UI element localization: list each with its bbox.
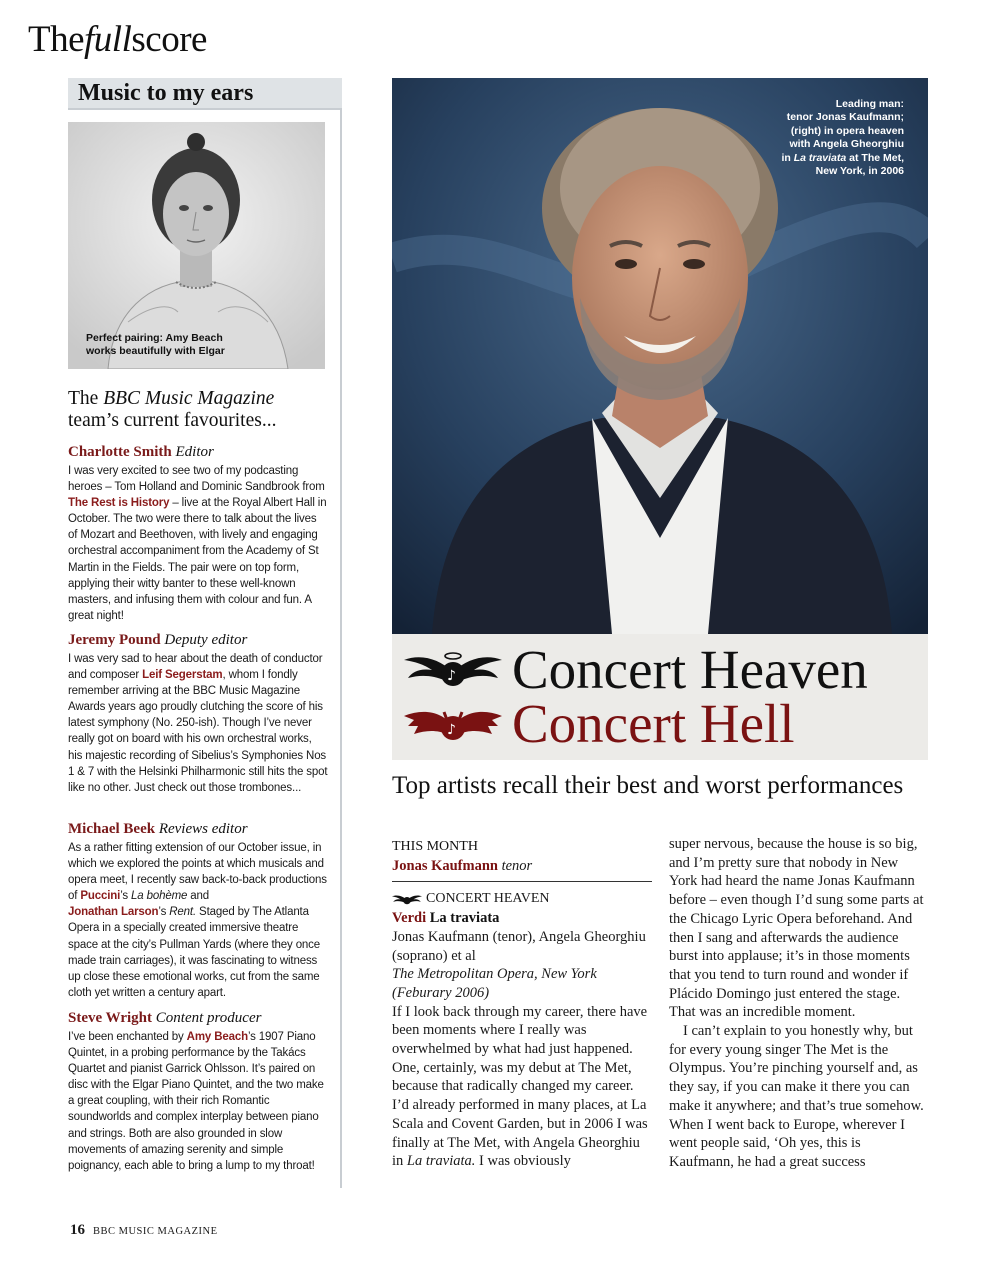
devil-wings-icon: [404, 702, 502, 751]
article-column-1: [392, 838, 652, 1171]
article-subtitle: Top artists recall their best and worst performances: [392, 772, 904, 799]
link-amy-beach: Amy Beach: [186, 1031, 248, 1043]
sidebar-intro: The BBC Music Magazine team’s current favourites...: [68, 388, 277, 431]
link-the-rest-is-history: The Rest is History: [68, 497, 170, 510]
body-col2-p1: super nervous, because the house is so big, and I’m pretty sure that nobody in New York had heard the name Jonas Kaufmann before – even though I’d sung some parts at the Chicago Lyric Opera beforehand. And then I sang and afterwards the audience burst into applause; it’s in those moments that you tend to turn round and wonder if Plácido Domingo just entered the stage. That was an incredible moment.: [669, 836, 924, 1021]
entry-steve-wright: Steve Wright Content producer I’ve been enchanted by Amy Beach’s 1907 Piano Quintet, in a probing performance by the Takács Quartet and pianist Garrick Ohlsson. It’s paired on disc with the Elgar Piano Quintet, and the two make a great coupling, with their rich Romantic soundworlds and complex interplay between piano and strings. Both are also grounded in slow movements of amazing serenity and simple poignancy, each able to bring a lump to my throat!: [68, 1010, 324, 1172]
jonas-kaufmann-photo: [392, 78, 928, 634]
article-column-2: [669, 835, 929, 1172]
sidebar-heading: Music to my ears: [68, 78, 342, 110]
amy-beach-portrait: [68, 122, 325, 369]
entry-charlotte-smith: Charlotte Smith Editor I was very excited to see two of my podcasting heroes – Tom Holland and Dominic Sandbrook from The Rest is History – live at the Royal Albert Hall in October. The two were there to talk about the lives of Mozart and Beethoven, with lively and engaging orchestral accompaniment from the Academy of St Martin in the Fields. The pair were on top form, applying their witty banter to these well-known masters, and infusing them with colour and fun. A great night!: [68, 444, 327, 622]
this-month-label: THIS MONTH: [392, 839, 478, 854]
body-col2-p2: I can’t explain to you honestly why, but for every young singer The Met is the Olympus. You’re pinching yourself and, as they say, if you can make it there you can make it anywhere; and that’s true somehow. When I went back to Europe, wherever I went people said, ‘Oh yes, this is Kaufmann, he had a great success: [669, 1023, 924, 1170]
link-jonathan-larson: Jonathan Larson: [68, 906, 159, 919]
svg-text:♪: ♪: [447, 722, 456, 738]
sidebar-rule: [340, 78, 342, 1188]
body-col1: If I look back through my career, there have been moments where I really was overwhelmed by what had just happened. One, certainly, was my debut at The Met, because that radically changed my career. I’d already performed in many places, at La Scala and Covent Garden, but in 2006 I was finally at The Met, with Angela Gheorghiu in La traviata. I was obviously: [392, 1003, 648, 1170]
svg-text:♪: ♪: [447, 668, 456, 684]
divider: [392, 881, 652, 882]
portrait-caption: Perfect pairing: Amy Beach works beautifully with Elgar: [86, 332, 225, 357]
section-brand: Thefullscore: [28, 19, 207, 60]
artist-name: Jonas Kaufmann tenor: [392, 857, 533, 874]
link-puccini: Puccini: [80, 890, 121, 903]
performers: Jonas Kaufmann (tenor), Angela Gheorghiu (soprano) et al: [392, 928, 646, 964]
title-concert-hell: Concert Hell: [512, 693, 795, 754]
small-angel-wings-icon: [392, 893, 422, 907]
entry-jeremy-pound: Jeremy Pound Deputy editor I was very sad to hear about the death of conductor and composer Leif Segerstam, whom I fondly remember arriving at the BBC Music Magazine Awards years ago proudly clutching the score of his latest symphony (No. 250-ish). Though I’ve never really got on board with his own orchestral works, his majestic recording of Sibelius’s Symphonies Nos 1 & 7 with the Helsinki Philharmonic still hits the spot like no other. Just check out those trombones...: [68, 632, 328, 794]
photo-caption: Leading man: tenor Jonas Kaufmann; (right) in opera heaven with Angela Gheorghiu in La traviata at The Met, New York, in 2006: [781, 98, 904, 178]
angel-wings-icon: [404, 650, 502, 699]
title-concert-heaven: Concert Heaven: [512, 639, 868, 700]
entry-michael-beek: Michael Beek Reviews editor As a rather fitting extension of our October issue, in which we explored the points at which musicals and opera meet, I recently saw back-to-back productions of Puccini’s La bohème and Jonathan Larson’s Rent. Staged by The Atlanta Opera in a specially created immersive theatre space at the city’s Pullman Yards (where they once made train carriages), it was fascinating to witness up close these emotional works, cut from the same cloth yet written a century apart.: [68, 821, 327, 999]
venue: The Metropolitan Opera, New York (Feburary 2006): [392, 966, 597, 1001]
concert-heaven-heading: CONCERT HEAVEN: [392, 890, 652, 909]
link-leif-segerstam: Leif Segerstam: [142, 669, 223, 682]
work-title: Verdi La traviata: [392, 910, 500, 927]
page-folio: 16 BBC MUSIC MAGAZINE: [70, 1222, 218, 1238]
